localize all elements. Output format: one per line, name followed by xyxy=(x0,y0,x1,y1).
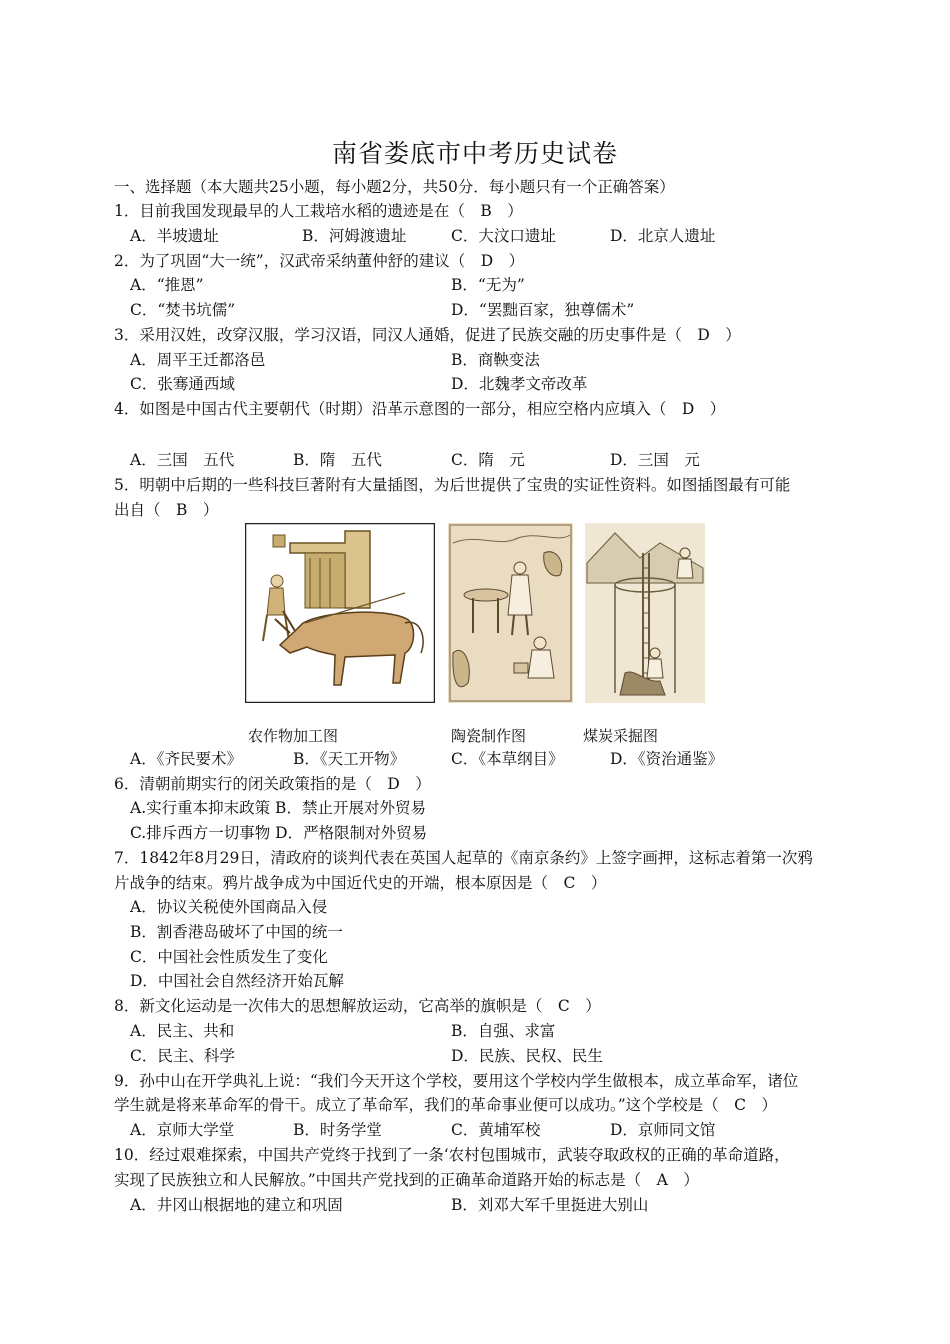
crop-processing-illustration xyxy=(245,523,435,703)
question-5-option-b: B．《天工开物》 xyxy=(293,750,406,768)
question-5-option-d: D．《资治通鉴》 xyxy=(610,750,724,768)
question-7-option-c: C．中国社会性质发生了变化 xyxy=(130,948,328,966)
question-8-option-a: A．民主、共和 xyxy=(130,1022,235,1040)
question-7-stem-line-1: 7．1842年8月29日，清政府的谈判代表在英国人起草的《南京条约》上签字画押，这标志着第一次鸦 xyxy=(114,849,813,867)
question-9-option-c: C．黄埔军校 xyxy=(451,1121,541,1139)
question-1-option-b: B．河姆渡遗址 xyxy=(302,227,407,245)
question-8-option-b: B．自强、求富 xyxy=(451,1022,556,1040)
question-4-option-d: D．三国 元 xyxy=(610,451,700,469)
caption-crop-processing: 农作物加工图 xyxy=(248,727,339,745)
question-9-option-b: B．时务学堂 xyxy=(293,1121,382,1139)
question-4-option-a: A．三国 五代 xyxy=(130,451,235,469)
question-3-option-b: B．商鞅变法 xyxy=(451,351,540,369)
question-7-option-d: D．中国社会自然经济开始瓦解 xyxy=(130,972,344,990)
caption-pottery-making: 陶瓷制作图 xyxy=(451,727,527,745)
question-2-stem: 2．为了巩固“大一统”，汉武帝采纳董仲舒的建议（ D ） xyxy=(114,252,525,270)
question-1-stem: 1．目前我国发现最早的人工栽培水稻的遗迹是在（ B ） xyxy=(114,202,523,220)
question-9-stem-line-2: 学生就是将来革命军的骨干。成立了革命军，我们的革命事业便可以成功。”这个学校是（ C ） xyxy=(114,1096,778,1114)
question-9-stem-line-1: 9．孙中山在开学典礼上说：“我们今天开这个学校，要用这个学校内学生做根本，成立革命军，诸位 xyxy=(114,1072,799,1090)
question-4-stem: 4．如图是中国古代主要朝代（时期）沿革示意图的一部分，相应空格内应填入（ D ） xyxy=(114,400,726,418)
question-9-option-a: A．京师大学堂 xyxy=(130,1121,235,1139)
question-10-option-a: A．井冈山根据地的建立和巩固 xyxy=(130,1196,343,1214)
question-6-options-cd: C.排斥西方一切事物 D．严格限制对外贸易 xyxy=(130,824,428,842)
question-10-stem-line-1: 10．经过艰难探索，中国共产党终于找到了一条‘农村包围城市，武装夺取政权的正确的革命道路， xyxy=(114,1146,790,1164)
question-2-option-b: B．“无为” xyxy=(451,276,525,294)
question-1-option-a: A．半坡遗址 xyxy=(130,227,219,245)
caption-coal-mining: 煤炭采掘图 xyxy=(583,727,659,745)
question-6-options-ab: A.实行重本抑末政策 B．禁止开展对外贸易 xyxy=(130,799,426,817)
pottery-making-illustration xyxy=(448,523,573,703)
question-10-stem-line-2: 实现了民族独立和人民解放。”中国共产党找到的正确革命道路开始的标志是（ A ） xyxy=(114,1171,699,1189)
question-7-stem-line-2: 片战争的结束。鸦片战争成为中国近代史的开端，根本原因是（ C ） xyxy=(114,874,607,892)
question-9-option-d: D．京师同文馆 xyxy=(610,1121,716,1139)
question-8-option-c: C．民主、科学 xyxy=(130,1047,235,1065)
question-7-option-a: A．协议关税使外国商品入侵 xyxy=(130,898,328,916)
question-8-stem: 8．新文化运动是一次伟大的思想解放运动，它高举的旗帜是（ C ） xyxy=(114,997,601,1015)
question-1-option-c: C．大汶口遗址 xyxy=(451,227,556,245)
question-5-stem-line-1: 5．明朝中后期的一些科技巨著附有大量插图，为后世提供了宝贵的实证性资料。如图插图最有可能 xyxy=(114,476,791,494)
question-8-option-d: D．民族、民权、民生 xyxy=(451,1047,603,1065)
question-5-stem-line-2: 出自（ B ） xyxy=(114,501,219,519)
question-3-stem: 3．采用汉姓，改穿汉服，学习汉语，同汉人通婚，促进了民族交融的历史事件是（ D ） xyxy=(114,326,741,344)
question-3-option-a: A．周平王迁都洛邑 xyxy=(130,351,266,369)
question-1-option-d: D．北京人遗址 xyxy=(610,227,716,245)
question-5-option-a: A．《齐民要术》 xyxy=(130,750,242,768)
question-10-option-b: B．刘邓大军千里挺进大别山 xyxy=(451,1196,649,1214)
question-2-option-d: D．“罢黜百家，独尊儒术” xyxy=(451,301,635,319)
section-heading: 一、选择题（本大题共25小题，每小题2分，共50分．每小题只有一个正确答案） xyxy=(114,178,675,196)
question-3-option-d: D．北魏孝文帝改革 xyxy=(451,375,588,393)
question-2-option-a: A．“推恩” xyxy=(130,276,204,294)
question-7-option-b: B．割香港岛破坏了中国的统一 xyxy=(130,923,343,941)
coal-mining-illustration xyxy=(585,523,705,703)
question-2-option-c: C．“焚书坑儒” xyxy=(130,301,236,319)
question-4-option-b: B．隋 五代 xyxy=(293,451,382,469)
question-3-option-c: C．张骞通西域 xyxy=(130,375,235,393)
page-title: 南省娄底市中考历史试卷 xyxy=(331,139,618,168)
question-4-option-c: C．隋 元 xyxy=(451,451,525,469)
question-5-option-c: C．《本草纲目》 xyxy=(451,750,564,768)
question-6-stem: 6．清朝前期实行的闭关政策指的是（ D ） xyxy=(114,775,431,793)
